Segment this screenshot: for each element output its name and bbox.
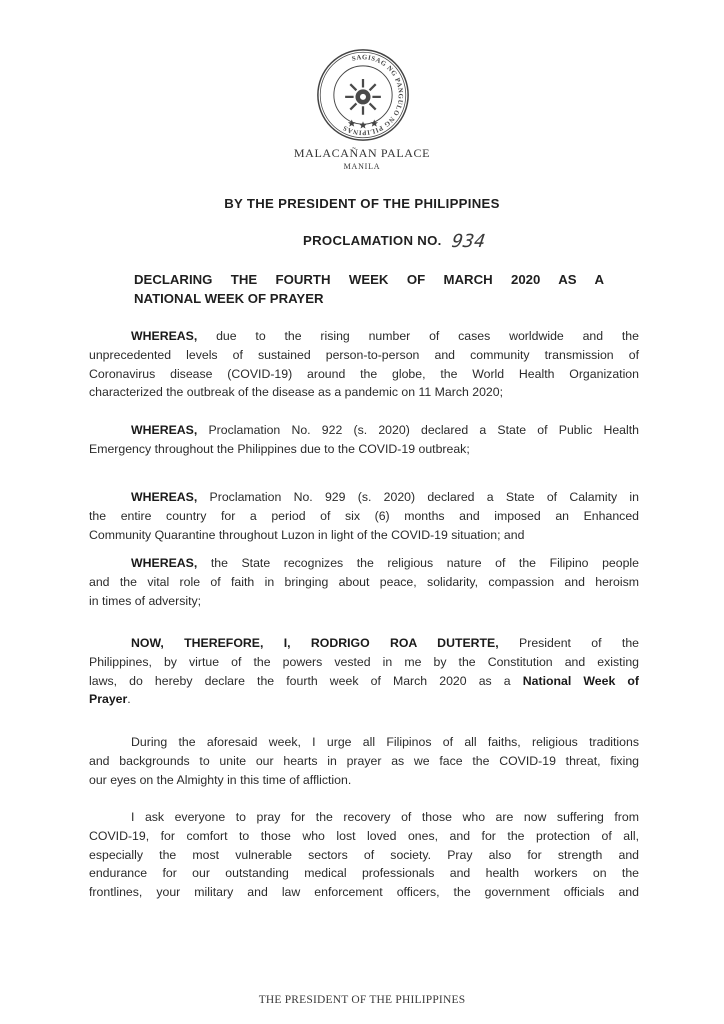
body-paragraph (89, 808, 639, 902)
paragraph-line: and the vital role of faith in bringing about peace, solidarity, compassion and heroism (89, 574, 639, 589)
body-paragraph (89, 733, 639, 789)
byline: BY THE PRESIDENT OF THE PHILIPPINES (224, 196, 500, 211)
proclamation-heading (32, 229, 724, 250)
whereas-lead: WHEREAS, (131, 329, 198, 343)
paragraph-text: Proclamation No. 929 (s. 2020) declared a State of Calamity in (209, 490, 639, 504)
palace-name: MALACAÑAN PALACE (293, 146, 431, 160)
prayer-emphasis: Prayer (89, 692, 128, 707)
paragraph-line: Coronavirus disease (COVID-19) around the globe, the World Health Organization (89, 366, 639, 381)
whereas-paragraph (89, 421, 639, 459)
page-footer: THE PRESIDENT OF THE PHILIPPINES (258, 994, 466, 1006)
paragraph-line: unprecedented levels of sustained person-to-person and community transmission of (89, 347, 639, 362)
paragraph-line: the entire country for a period of six (6) months and imposed an Enhanced (89, 508, 639, 523)
paragraph-text: the State recognizes the religious nature of the Filipino people (210, 556, 639, 570)
whereas-paragraph (89, 488, 639, 544)
declaration-lead: NOW, THEREFORE, I, RODRIGO ROA DUTERTE, (131, 636, 499, 650)
paragraph-line: Emergency throughout the Philippines due to the COVID-19 outbreak; (89, 441, 470, 456)
national-week-of-prayer-emphasis: National Week of (522, 673, 639, 688)
seal-ring-text: SAGISAG NG PANGULO NG PILIPINAS (341, 54, 404, 136)
paragraph-text: due to the rising number of cases worldwide and the (216, 329, 639, 343)
paragraph-line: and backgrounds to unite our hearts in prayer as we face the COVID-19 threat, fixing (89, 753, 639, 768)
paragraph-line: frontlines, your military and law enforcement officers, the government officials and (89, 885, 639, 900)
whereas-paragraph (89, 327, 639, 402)
title-line: NATIONAL WEEK OF PRAYER (134, 291, 324, 306)
paragraph-line: COVID-19, for comfort to those who lost loved ones, and for the protection of all, (89, 828, 639, 843)
whereas-lead: WHEREAS, (131, 556, 198, 570)
paragraph-text: Proclamation No. 922 (s. 2020) declared a State of Public Health (208, 423, 639, 437)
paragraph-line: During the aforesaid week, I urge all Filipinos of all faiths, religious traditions (131, 735, 639, 749)
paragraph-line: Community Quarantine throughout Luzon in light of the COVID-19 situation; and (89, 527, 525, 542)
whereas-paragraph (89, 554, 639, 610)
whereas-lead: WHEREAS, (131, 423, 198, 437)
presidential-seal-icon (316, 48, 410, 142)
paragraph-line: Philippines, by virtue of the powers vested in me by the Constitution and existing (89, 654, 639, 669)
title-line: DECLARING THE FOURTH WEEK OF MARCH 2020 AS A (134, 272, 604, 287)
declaration-paragraph (89, 634, 639, 709)
proclamation-number: 934 (450, 231, 487, 252)
paragraph-line: I ask everyone to pray for the recovery of those who are now suffering from (131, 810, 639, 824)
whereas-lead: WHEREAS, (131, 490, 198, 504)
paragraph-text: . (127, 692, 131, 707)
paragraph-line: in times of adversity; (89, 593, 202, 608)
proclamation-title (134, 270, 604, 308)
proclamation-label: PROCLAMATION NO. (302, 233, 442, 248)
palace-city: MANILA (343, 162, 381, 171)
paragraph-line: especially the most vulnerable sectors of society. Pray also for strength and (89, 847, 639, 862)
paragraph-text: President of the (519, 636, 639, 650)
paragraph-text: laws, do hereby declare the fourth week of March 2020 as a (89, 673, 511, 688)
paragraph-line: our eyes on the Almighty in this time of affliction. (89, 772, 352, 787)
paragraph-line: endurance for our outstanding medical professionals and health workers on the (89, 866, 639, 881)
paragraph-line: characterized the outbreak of the disease as a pandemic on 11 March 2020; (89, 385, 504, 400)
